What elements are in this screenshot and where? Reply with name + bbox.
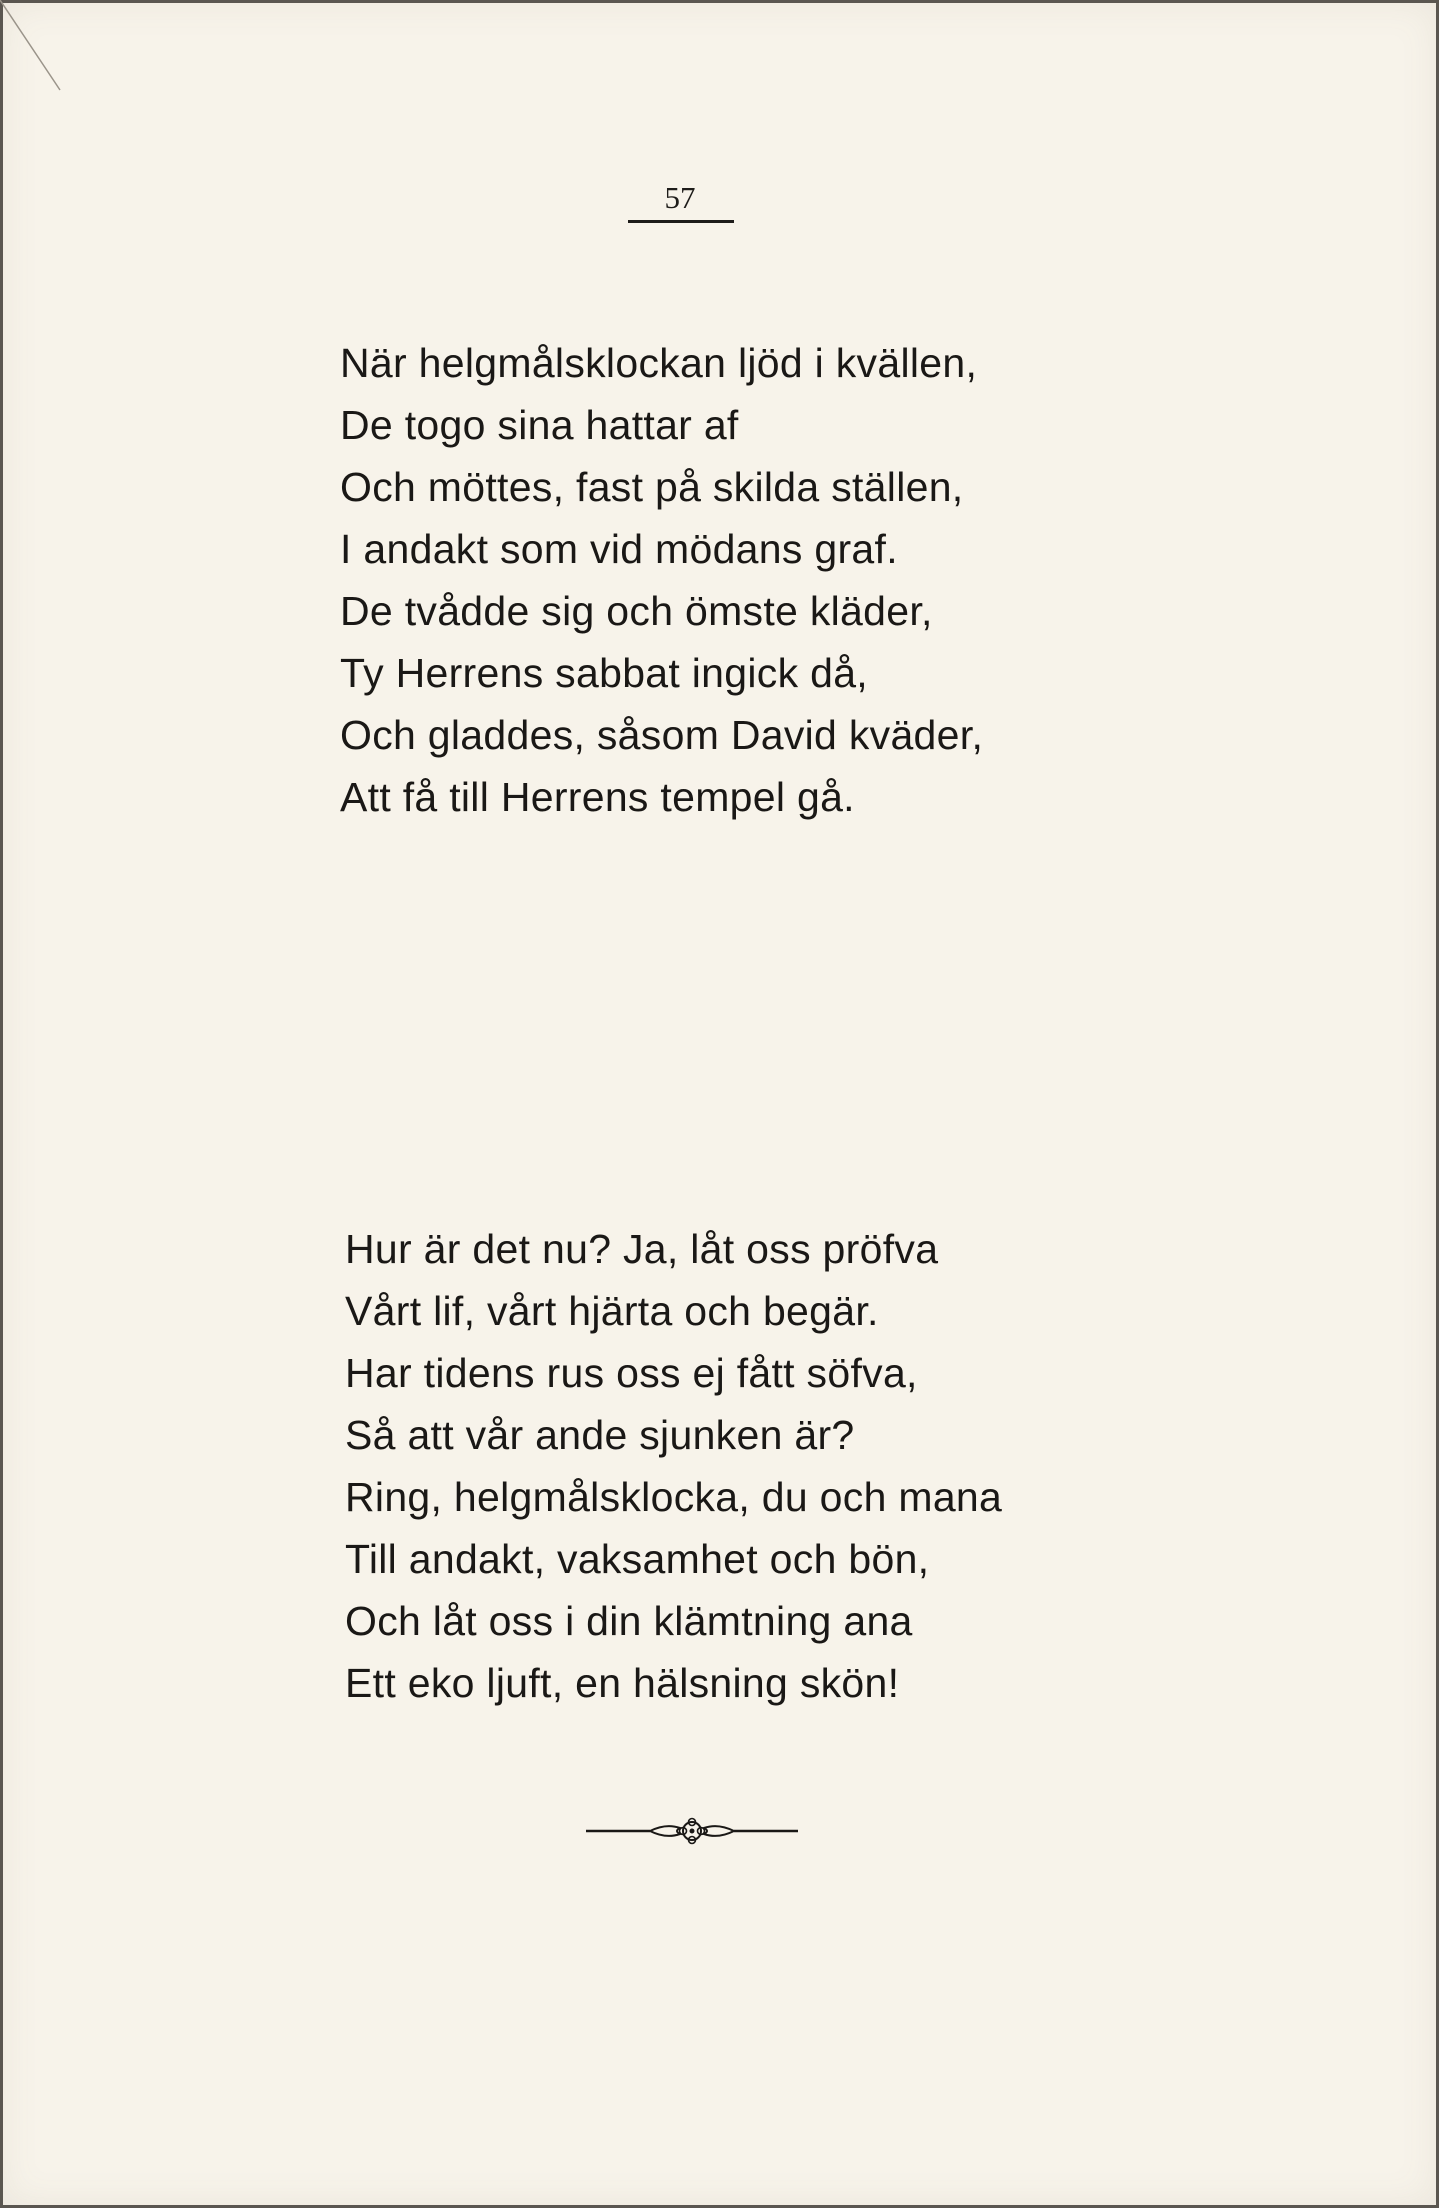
verse-line: De tvådde sig och ömste kläder, [340, 588, 933, 634]
verse-line: Och låt oss i din klämtning ana [345, 1598, 913, 1644]
verse-line: I andakt som vid mödans graf. [340, 526, 898, 572]
verse-line: Ty Herrens sabbat ingick då, [340, 650, 868, 696]
verse-line: Ring, helgmålsklocka, du och mana [345, 1474, 1003, 1520]
verse-line: Och gladdes, såsom David kväder, [340, 712, 984, 758]
verse-line: Att få till Herrens tempel gå. [340, 774, 855, 820]
stanza-2 [345, 1218, 1002, 1714]
page-number: 57 [664, 180, 696, 215]
verse-line: Vårt lif, vårt hjärta och begär. [345, 1288, 879, 1334]
end-ornament-icon [586, 1814, 798, 1848]
verse-line: Så att vår ande sjunken är? [345, 1412, 855, 1458]
verse-line: Och möttes, fast på skilda ställen, [340, 464, 964, 510]
page-number-underline [628, 220, 734, 223]
corner-crease [0, 0, 90, 120]
verse-line: Ett eko ljuft, en hälsning skön! [345, 1660, 900, 1706]
verse-line: Har tidens rus oss ej fått söfva, [345, 1350, 918, 1396]
verse-line: Hur är det nu? Ja, låt oss pröfva [345, 1226, 939, 1272]
verse-line: De togo sina hattar af [340, 402, 739, 448]
verse-line: När helgmålsklockan ljöd i kvällen, [340, 340, 978, 386]
stanza-1 [340, 332, 983, 828]
verse-line: Till andakt, vaksamhet och bön, [345, 1536, 930, 1582]
